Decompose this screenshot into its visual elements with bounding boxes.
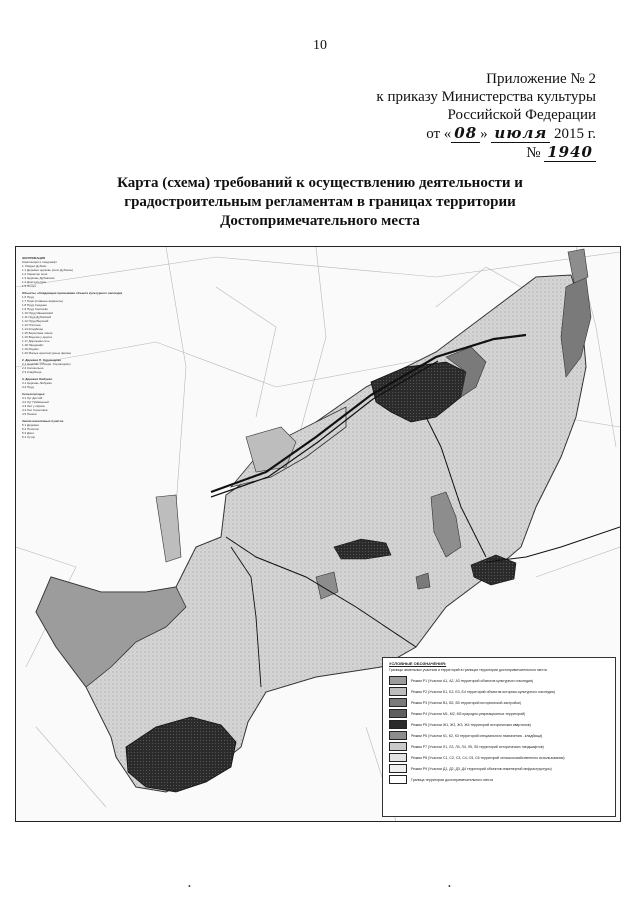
explication-line: Сельхозугодья xyxy=(22,392,45,396)
legend-row-text: Режим Р8 (Участки С1, С2, С3, С4, С5, С6 территорий сельскохозяйственного использования) xyxy=(411,755,565,760)
explication-line: 1.16 Водоем у дороги xyxy=(22,335,53,339)
settlement-block xyxy=(156,495,181,562)
explication-line: 1.7 Парк (плавные варианты) xyxy=(22,299,64,303)
appendix-number xyxy=(376,143,596,162)
explication-heading: ЭКСПЛИКАЦИЯ xyxy=(22,256,46,260)
explication-line: 3.2 Пруд xyxy=(22,385,34,389)
explication-line: 5.4 Хутор xyxy=(22,435,36,439)
legend-row xyxy=(383,675,615,686)
title-line-3: Достопримечательного места xyxy=(220,213,420,229)
explication-line: 1.17 Дорожная сеть xyxy=(22,339,50,343)
explication-line: 5.1 Деревня xyxy=(22,423,39,427)
explication-line: 1.1 Деревня церковь (село Дубовое) xyxy=(22,268,74,272)
legend-row xyxy=(383,686,615,697)
appendix-line-3: Российской Федерации xyxy=(447,107,596,123)
legend-row xyxy=(383,774,615,785)
date-day: 08 xyxy=(451,124,480,143)
legend-swatch xyxy=(389,731,407,740)
explication-line: 1. Раздел Дубово xyxy=(22,264,47,268)
field-line xyxy=(166,247,186,507)
number-value: 1940 xyxy=(544,143,596,162)
explication-line: 2.3 Кладбище xyxy=(22,370,42,374)
explication-line: 1.4 Дом культуры xyxy=(22,280,47,284)
legend-row-text: Режим Р3 (Участки В1, В2, В3 территорий исторической застройки) xyxy=(411,700,521,705)
legend-intro: Границы земельных участков и территорий в границах территории достопримечательного места xyxy=(389,668,547,672)
explication-line: Объекты, обладающие признаками объекта культурного наследия xyxy=(22,291,123,295)
page-number: 10 xyxy=(313,38,327,53)
document-title xyxy=(60,174,580,231)
legend-swatch xyxy=(389,742,407,751)
legend-swatch xyxy=(389,698,407,707)
date-mid: » xyxy=(480,126,488,142)
legend-row xyxy=(383,730,615,741)
legend-swatch xyxy=(389,687,407,696)
explication-line: 1.20 Малые архитектурные формы xyxy=(22,351,71,355)
explication-line: 1.2 Характер села xyxy=(22,272,48,276)
explication-line: 5.3 Дачи xyxy=(22,431,34,435)
legend-row xyxy=(383,741,615,752)
explication-line: 2.2 Колокольня xyxy=(22,366,44,370)
explication-line: 1.10 Пруд Ивановский xyxy=(22,311,53,315)
date-month: июля xyxy=(491,124,550,143)
appendix-line-1: Приложение № 2 xyxy=(486,71,596,87)
explication-line: 5.2 Посёлок xyxy=(22,427,39,431)
date-year: 2015 г. xyxy=(554,126,596,142)
legend-row-text: Граница территории достопримечательного места xyxy=(411,777,493,782)
conventional-signs-legend xyxy=(382,657,616,817)
explication-line: 1.5 Погост xyxy=(22,284,37,288)
scan-marks xyxy=(0,882,640,892)
field-line xyxy=(36,727,106,807)
legend-row-text: Режим Р6 (Участки К1, К2, К3 территорий специального назначения - кладбища) xyxy=(411,733,543,738)
explication-line: 4.5 Пашня xyxy=(22,412,37,416)
appendix-header xyxy=(376,70,596,162)
explication-line: Композиция и ландшафт xyxy=(22,260,57,264)
explication-line: 1.14 Кладбище xyxy=(22,327,44,331)
explication-line: 1.18 Ландшафт xyxy=(22,343,44,347)
explication-line: 1.11 Пруд Дубовский xyxy=(22,315,51,319)
explication-line: 2. Деревня Л. Хороводово xyxy=(22,358,62,362)
date-prefix: от « xyxy=(426,126,452,142)
explication-line: 1.12 Пруд Верхний xyxy=(22,319,49,323)
appendix-line-2: к приказу Министерства культуры xyxy=(376,89,596,105)
explication-line: 1.19 Родник xyxy=(22,347,39,351)
legend-row-text: Режим Р5 (Участки Ж1, Ж2, Ж3, Ж4 территорий исторических кварталов) xyxy=(411,722,531,727)
explication-line: 3.1 Церковь Любуево xyxy=(22,381,52,385)
zone-mid-east xyxy=(561,277,591,377)
legend-row-text: Режим Р2 (Участки Б1, Б2, Б3, Б4 территорий объектов историко-культурного наследия) xyxy=(411,689,555,694)
legend-swatch xyxy=(389,753,407,762)
legend-row xyxy=(383,763,615,774)
legend-row xyxy=(383,697,615,708)
legend-swatch xyxy=(389,676,407,685)
legend-row-text: Режим Р1 (Участки А1, А2, А3 территорий объектов культурного наследия) xyxy=(411,678,534,683)
explication-line: 1.8 Пруд Среднее xyxy=(22,303,47,307)
legend-row xyxy=(383,708,615,719)
legend-row-text: Режим Р9 (Участки Д1, Д2, Д3, Д4 территорий объектов инженерной инфраструктуры) xyxy=(411,766,552,771)
explication-line: 4.3 Лес у оврага xyxy=(22,404,45,408)
explication-legend xyxy=(22,253,132,439)
title-line-1: Карта (схема) требований к осуществлению деятельности и xyxy=(117,175,523,191)
explication-line: 1.6 Пруд xyxy=(22,295,34,299)
explication-line: Земли населённых пунктов xyxy=(22,419,64,423)
explication-line: 1.9 Пруд Сергиево xyxy=(22,307,48,311)
legend-row-text: Режим Р4 (Участки М1, М2, М3 природно-рекреационных территорий) xyxy=(411,711,526,716)
explication-line: 2.1 Церковь (Обсерв. Хороводово) xyxy=(22,362,71,366)
number-prefix: № xyxy=(526,145,541,161)
explication-line: 1.15 Береговая линия xyxy=(22,331,53,335)
field-line xyxy=(296,247,326,447)
title-line-2: градостроительным регламентам в границах территории xyxy=(124,194,516,210)
explication-line: 4.4 Лес Гореловка xyxy=(22,408,48,412)
scan-dot: • xyxy=(188,882,191,891)
legend-row xyxy=(383,752,615,763)
explication-line: 4.1 Луг Долгий xyxy=(22,396,43,400)
legend-swatch xyxy=(389,775,407,784)
field-line xyxy=(216,287,276,417)
legend-swatch xyxy=(389,764,407,773)
explication-line: 1.13 Плотина xyxy=(22,323,41,327)
legend-heading: УСЛОВНЫЕ ОБОЗНАЧЕНИЯ: xyxy=(389,661,447,666)
legend-row-text: Режим Р7 (Участки Л1, Л2, Л3, Л4, Л5, Л6 территорий исторических ландшафтов) xyxy=(411,744,544,749)
field-line xyxy=(536,547,620,577)
explication-line: 4.2 Луг Пойменный xyxy=(22,400,49,404)
legend-row xyxy=(383,719,615,730)
explication-line: 1.3 Церковь Дубовская xyxy=(22,276,55,280)
legend-swatch xyxy=(389,709,407,718)
legend-swatch xyxy=(389,720,407,729)
scan-dot: • xyxy=(448,882,451,891)
explication-line: 3. Деревня Любуево xyxy=(22,377,53,381)
appendix-date xyxy=(376,124,596,143)
